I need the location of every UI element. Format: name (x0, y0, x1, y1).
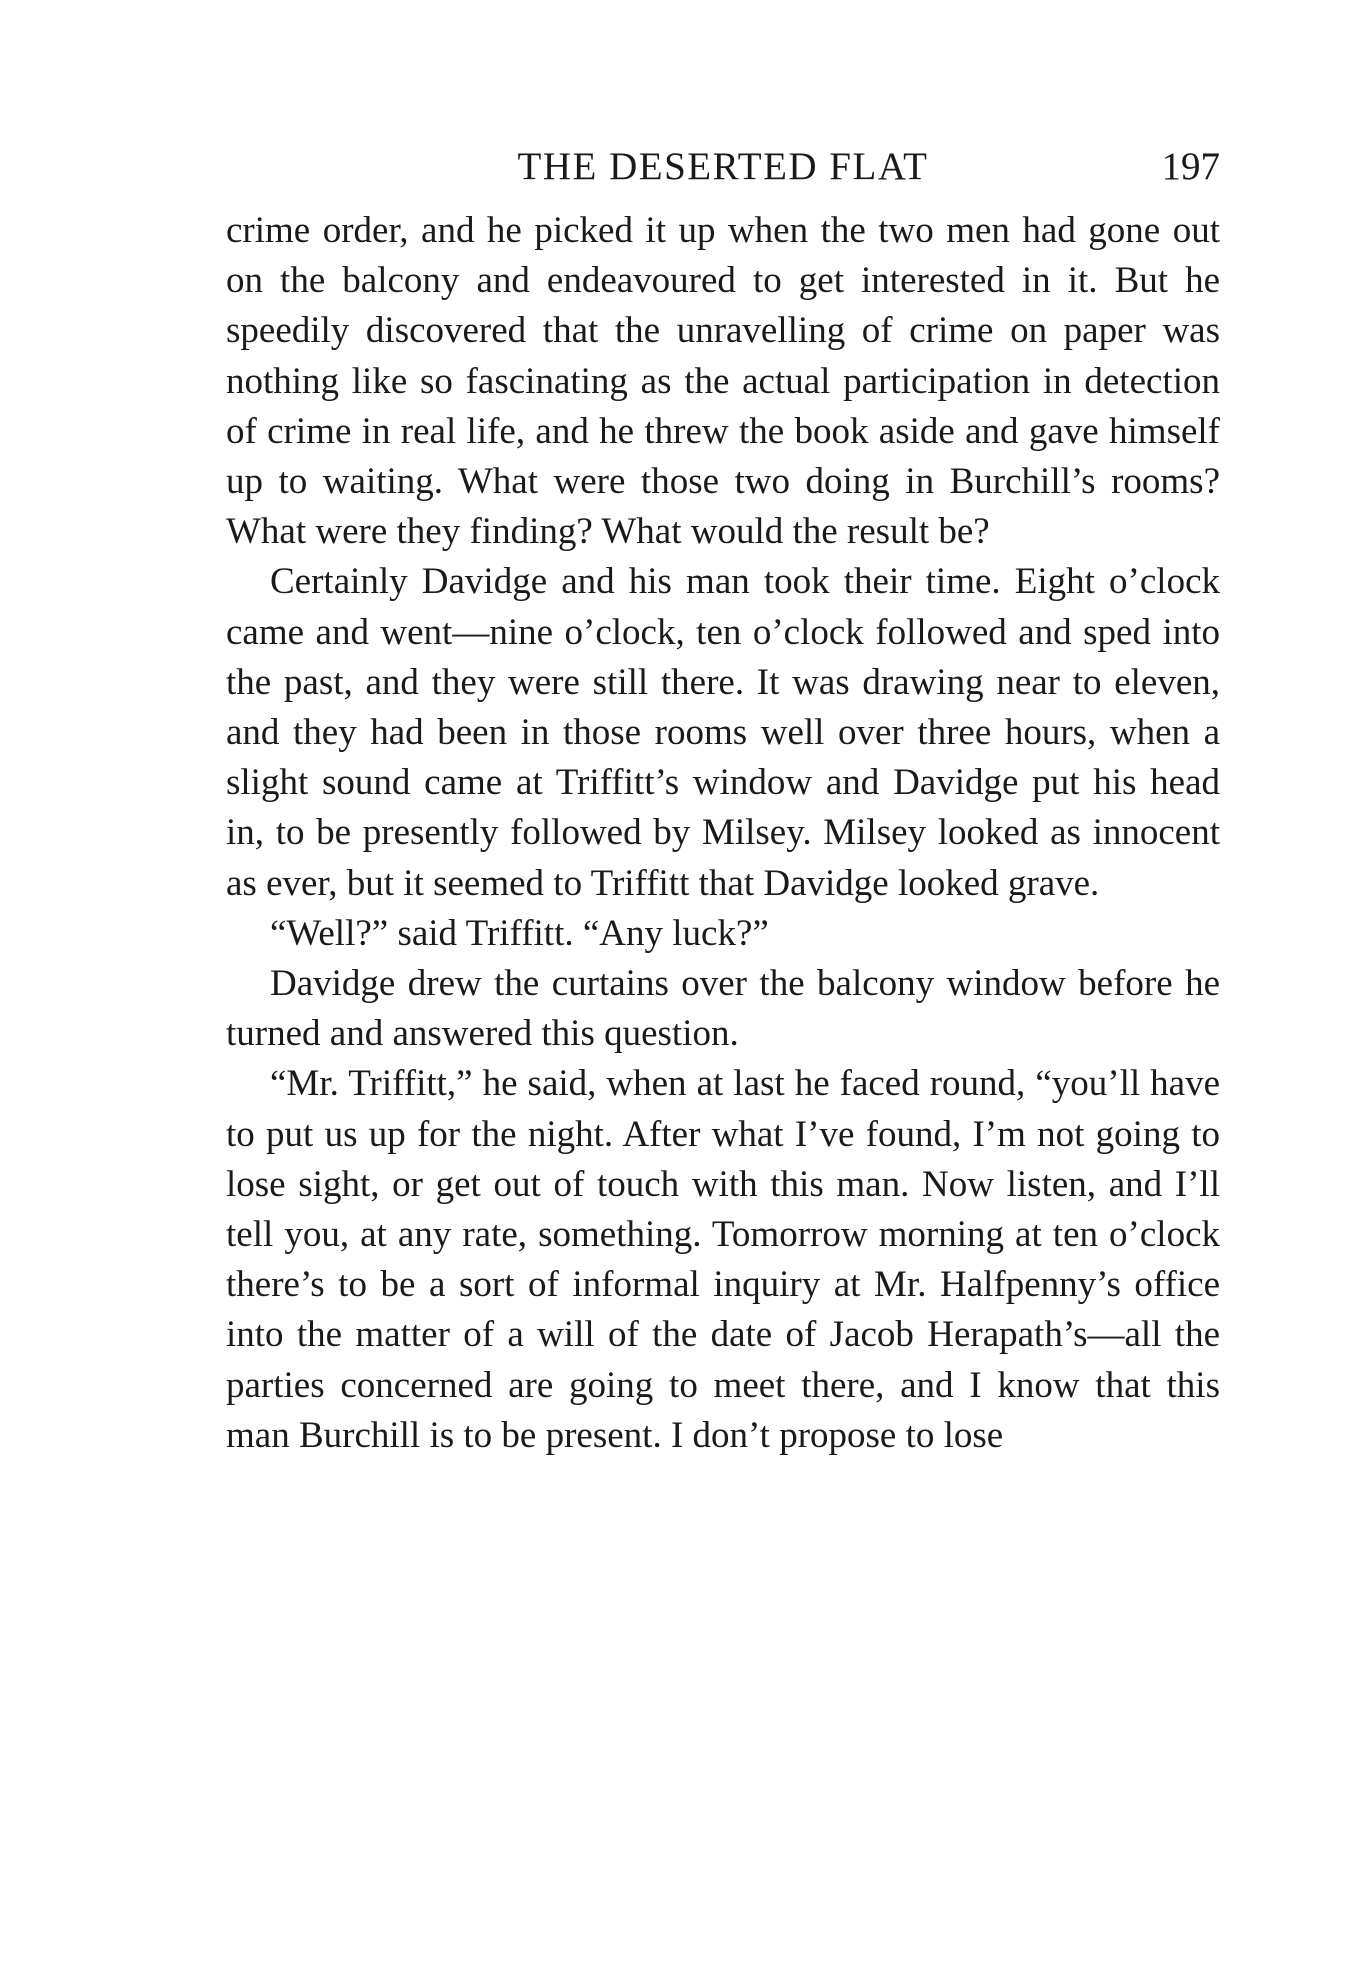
paragraph-dialogue: “Well?” said Triffitt. “Any luck?” (270, 912, 769, 954)
paragraph: Certainly Davidge and his man took their time. Eight o’clock came and went—nine o’clock, ten o’clock followed and sped into the past, and they were still there. It was drawing near to eleven, and they had been in those rooms well over three hours, when a slight sound came at Triffitt’s window and Davidge put his head in, to be presently followed by Milsey. Milsey looked as innocent as ever, but it seemed to Triffitt that Davidge looked grave. (226, 561, 1220, 904)
page-number: 197 (1161, 145, 1220, 188)
paragraph-continued: crime order, and he picked it up when the two men had gone out on the balcony and endeavoured to get interested in it. But he speedily discovered that the unravelling of crime on paper was nothing like so fascinating as the actual participation in detection of crime in real life, and he threw the book aside and gave himself up to waiting. What were those two doing in Burchill’s rooms? What were they finding? What would the result be? (226, 210, 1220, 553)
paragraph: Davidge drew the curtains over the balcony window before he turned and answered this question. (226, 963, 1220, 1055)
paragraph-dialogue: “Mr. Triffitt,” he said, when at last he faced round, “you’ll have to put us up for the night. After what I’ve found, I’m not going to lose sight, or get out of touch with this man. Now listen, and I’ll tell you, at any rate, something. Tomorrow morning at ten o’clock there’s to be a sort of informal inquiry at Mr. Halfpenny’s office into the matter of a will of the date of Jacob Herapath’s—all the parties concerned are going to meet there, and I know that this man Burchill is to be present. I don’t propose to lose (226, 1063, 1220, 1456)
running-title: THE DESERTED FLAT (517, 145, 929, 188)
running-head (226, 142, 1220, 192)
body-text (226, 206, 1220, 1766)
